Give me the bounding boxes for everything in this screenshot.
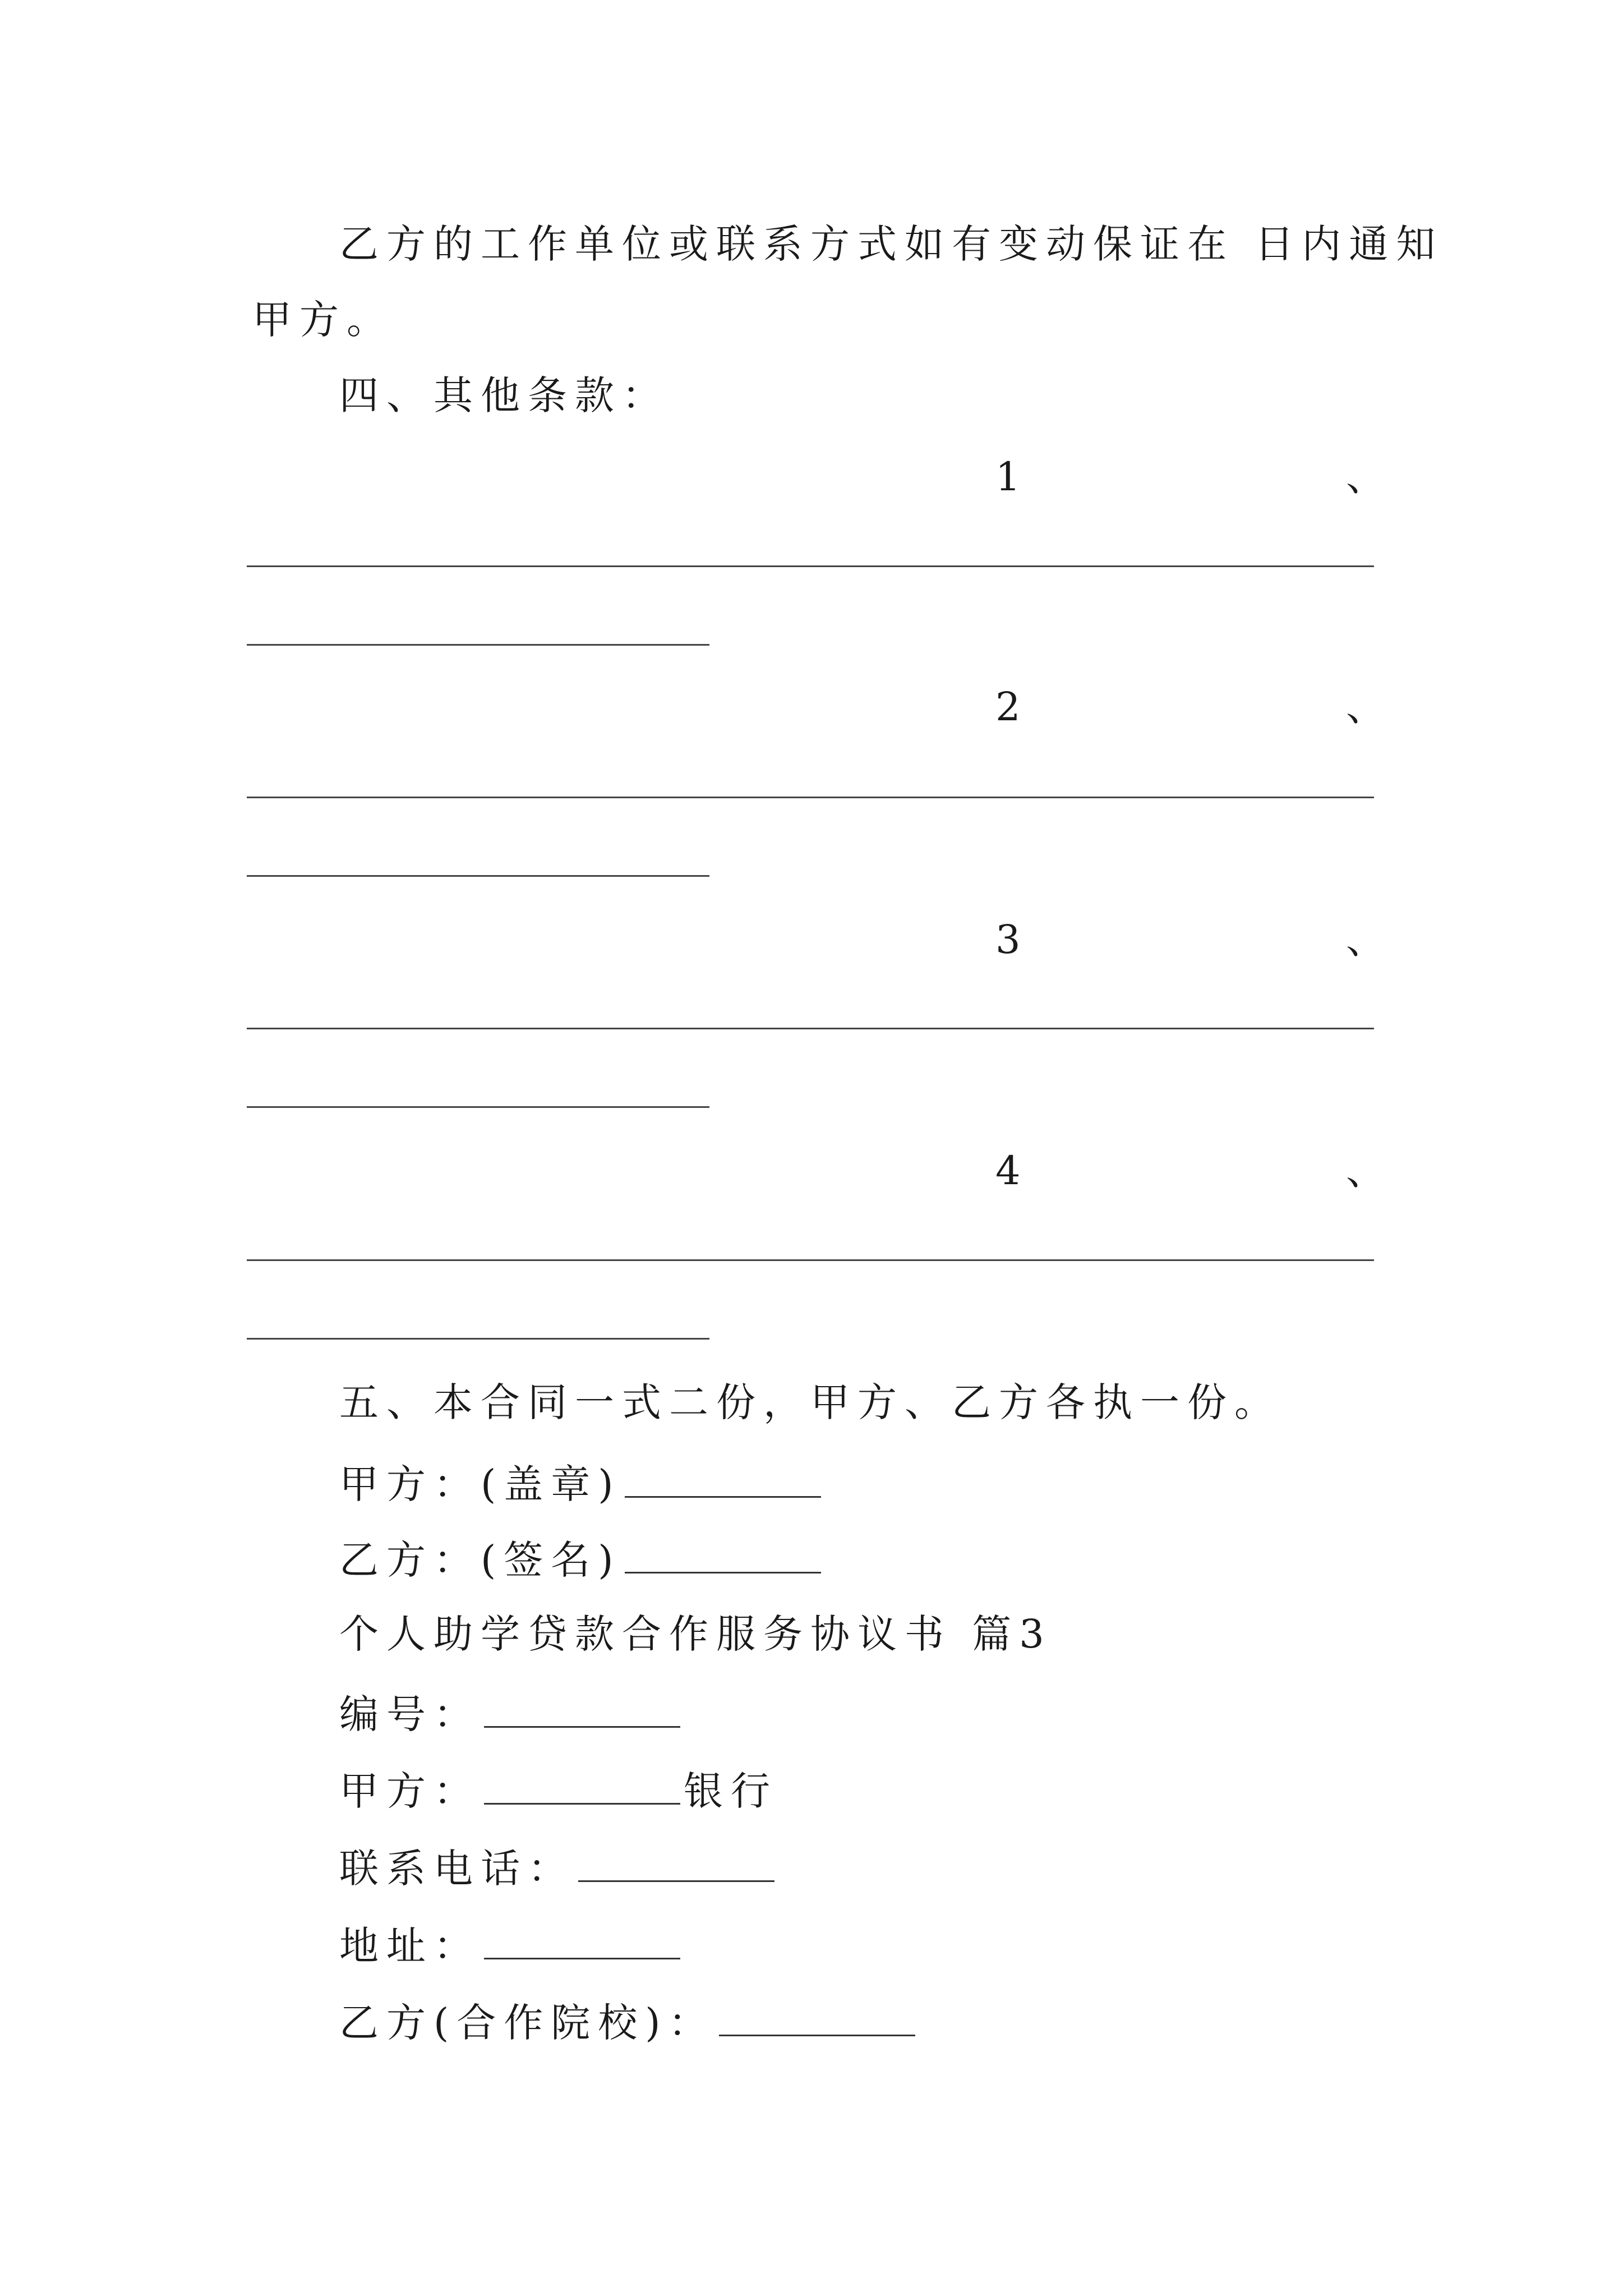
clause-2-line-short [247, 875, 709, 877]
doc3-number-blank [484, 1691, 680, 1728]
doc3-phone-label: 联系电话： [339, 1846, 575, 1892]
clause-separator-2: 、 [1346, 684, 1393, 730]
doc3-phone [339, 1846, 778, 1892]
doc3-number [339, 1691, 684, 1737]
signature-party-a-label: 甲方：(盖章) [339, 1461, 621, 1507]
doc3-address-label: 地址： [339, 1923, 481, 1969]
clause-separator-1: 、 [1346, 454, 1393, 500]
clause-number-1: 1 [995, 454, 1029, 500]
doc3-party-b [339, 2000, 919, 2046]
signature-party-b-label: 乙方：(签名) [339, 1537, 621, 1583]
doc3-party-b-blank [719, 2000, 915, 2036]
clause-number-3: 3 [995, 917, 1029, 963]
doc3-address [339, 1923, 684, 1969]
doc3-party-b-label: 乙方(合作院校)： [339, 2000, 716, 2046]
clause-4-line-full [247, 1259, 1374, 1261]
doc3-number-label: 编号： [339, 1691, 481, 1737]
doc3-party-a-blank [484, 1768, 680, 1805]
doc3-title: 个人助学贷款合作服务协议书 篇3 [339, 1611, 1052, 1657]
doc3-party-a [339, 1768, 778, 1814]
paragraph-notify-line2: 甲方。 [252, 297, 394, 343]
doc3-party-a-label: 甲方： [339, 1768, 481, 1814]
clause-separator-4: 、 [1346, 1148, 1393, 1194]
clause-4-line-short [247, 1338, 709, 1340]
doc3-party-a-suffix: 银行 [684, 1768, 778, 1814]
doc3-phone-blank [578, 1846, 774, 1882]
signature-party-a-blank [625, 1461, 821, 1498]
clause-separator-3: 、 [1346, 917, 1393, 963]
doc3-address-blank [484, 1923, 680, 1959]
clause-2-line-full [247, 797, 1374, 798]
clause-3-line-short [247, 1106, 709, 1108]
signature-party-b [339, 1537, 824, 1583]
signature-party-b-blank [625, 1537, 821, 1573]
clause-1-line-full [247, 565, 1374, 567]
section-heading-other-terms: 四、其他条款： [339, 372, 669, 418]
clause-number-2: 2 [995, 684, 1029, 730]
clause-1-line-short [247, 644, 709, 646]
clause-number-4: 4 [995, 1148, 1029, 1194]
signature-party-a [339, 1461, 824, 1507]
clause-3-line-full [247, 1028, 1374, 1029]
paragraph-notify-line1: 乙方的工作单位或联系方式如有变动保证在 日内通知 [339, 221, 1444, 267]
section-copies: 五、本合同一式二份，甲方、乙方各执一份。 [339, 1379, 1281, 1425]
